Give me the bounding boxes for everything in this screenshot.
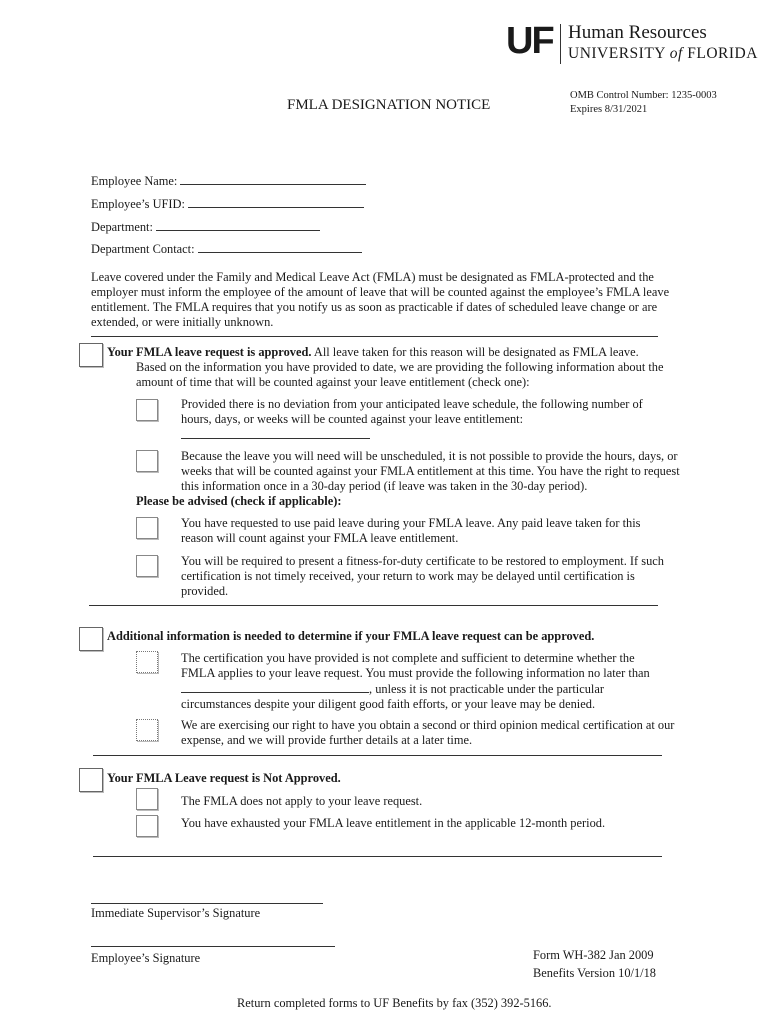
- option-incomplete-certification-checkbox[interactable]: [136, 651, 158, 673]
- option-fitness-for-duty-checkbox[interactable]: [136, 555, 158, 577]
- deadline-date-line[interactable]: [181, 681, 369, 693]
- approved-heading: Your FMLA leave request is approved. All leave taken for this reason will be designated as FMLA leave.: [107, 345, 639, 359]
- employee-ufid-field[interactable]: Employee’s UFID:: [91, 196, 364, 212]
- not-approved-checkbox[interactable]: [79, 768, 103, 792]
- additional-info-heading: Additional information is needed to determine if your FMLA leave request can be approved.: [107, 629, 595, 643]
- approved-checkbox[interactable]: [79, 343, 103, 367]
- please-be-advised: Please be advised (check if applicable):: [136, 494, 342, 508]
- option-no-deviation-text: Provided there is no deviation from your anticipated leave schedule, the following number of hours, days, or weeks will be counted against your leave entitlement:: [181, 397, 643, 426]
- divider: [91, 336, 658, 337]
- option-exhausted-text: You have exhausted your FMLA leave entitlement in the applicable 12-month period.: [181, 816, 606, 830]
- employee-signature-line[interactable]: [91, 946, 335, 947]
- not-approved-heading: Your FMLA Leave request is Not Approved.: [107, 771, 341, 785]
- footer-fax-instructions: Return completed forms to UF Benefits by fax (352) 392-5166.: [237, 996, 552, 1010]
- university-name: UNIVERSITY of FLORIDA: [568, 45, 758, 62]
- option-unscheduled-checkbox[interactable]: [136, 450, 158, 472]
- omb-control-number: OMB Control Number: 1235-0003: [570, 90, 717, 101]
- department-field[interactable]: Department:: [91, 219, 320, 235]
- form-number: Form WH-382 Jan 2009: [533, 948, 654, 962]
- option-no-deviation-checkbox[interactable]: [136, 399, 158, 421]
- supervisor-signature-line[interactable]: [91, 903, 323, 904]
- approved-body: Based on the information you have provided to date, we are providing the following information about the amount of time that will be counted against your leave entitlement (check one):: [136, 360, 664, 389]
- option-exhausted-checkbox[interactable]: [136, 815, 158, 837]
- supervisor-signature-label: Immediate Supervisor’s Signature: [91, 906, 261, 920]
- intro-paragraph: Leave covered under the Family and Medical Leave Act (FMLA) must be designated as FMLA-protected and the employer must inform the employee of the amount of leave that will be counted against the employee’s FMLA leave entitlement. The FMLA requires that you notify us as soon as practicable if dates of scheduled leave change or are extended, or were initially unknown.: [91, 270, 670, 329]
- leave-amount-line[interactable]: [181, 438, 370, 439]
- department-contact-field[interactable]: Department Contact:: [91, 241, 362, 257]
- option-paid-leave-text: You have requested to use paid leave during your FMLA leave. Any paid leave taken for this reason will count against your FMLA leave entitlement.: [181, 516, 641, 545]
- additional-info-checkbox[interactable]: [79, 627, 103, 651]
- divider: [89, 605, 658, 606]
- option-fmla-not-apply-checkbox[interactable]: [136, 788, 158, 810]
- option-fitness-for-duty-text: You will be required to present a fitness-for-duty certificate to be restored to employment. If such certification is not timely received, your return to work may be delayed until certification is provided.: [181, 554, 664, 598]
- option-incomplete-certification-text: The certification you have provided is not complete and sufficient to determine whether the FMLA applies to your leave request. You must provide the following information no later than , unless it is not practicable under the particular circumstances despite your diligent good faith efforts, or your leave may be denied.: [181, 651, 650, 711]
- employee-name-field[interactable]: Employee Name:: [91, 173, 366, 189]
- org-name: Human Resources: [568, 22, 707, 43]
- expiration-date: Expires 8/31/2021: [570, 104, 648, 115]
- divider: [93, 755, 662, 756]
- divider: [93, 856, 662, 857]
- form-version: Benefits Version 10/1/18: [533, 966, 656, 980]
- option-fmla-not-apply-text: The FMLA does not apply to your leave request.: [181, 794, 423, 808]
- option-second-opinion-text: We are exercising our right to have you obtain a second or third opinion medical certification at our expense, and we will provide further details at a later time.: [181, 718, 675, 747]
- employee-signature-label: Employee’s Signature: [91, 951, 201, 965]
- document-title: FMLA DESIGNATION NOTICE: [287, 97, 491, 113]
- uf-logo-mark: UF: [506, 20, 553, 62]
- option-unscheduled-text: Because the leave you will need will be unscheduled, it is not possible to provide the hours, days, or weeks that will be counted against your FMLA entitlement at this time. You have the right to request this information once in a 30-day period (if leave was taken in the 30-day period).: [181, 449, 680, 493]
- option-paid-leave-checkbox[interactable]: [136, 517, 158, 539]
- option-second-opinion-checkbox[interactable]: [136, 719, 158, 741]
